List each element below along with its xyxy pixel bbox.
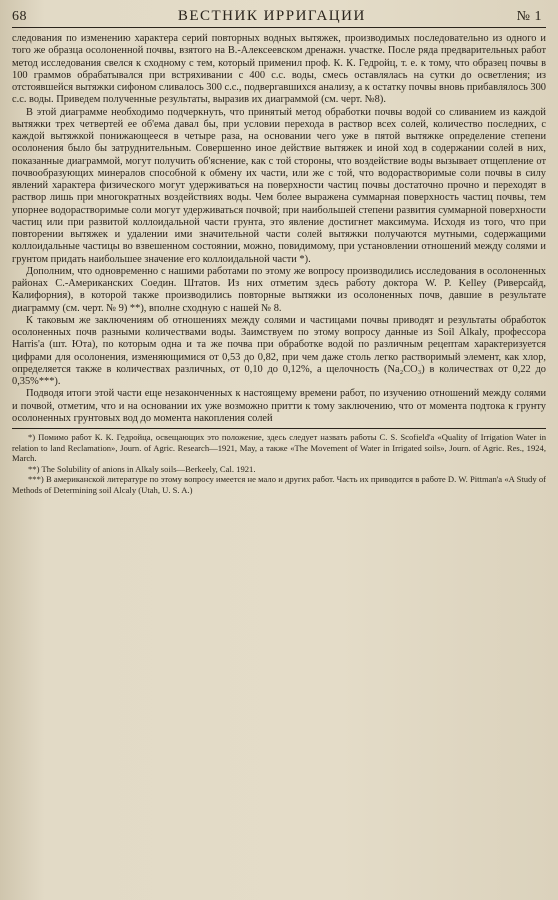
page-header [12,8,546,27]
journal-title: ВЕСТНИК ИРРИГАЦИИ [177,8,366,24]
paragraph-5: Подводя итоги этой части еще незаконченных к настоящему времени работ, по изучению отношений между солями и почвой, отметим, что и на основании их уже возможно притти к тому заключению, что от момента подтока к грунту осолоненных грунтовых вод до момента накопления солей [12,388,546,424]
body-text [12,33,546,425]
paragraph-2: В этой диаграмме необходимо подчеркнуть, что принятый метод обработки почвы водой со сливанием из каждой вытяжки трех четвертей ее об'ема давал бы, при условии перехода в раствор всех солей, количество последних, с каждой вытяжкой понижающееся в четыре раза, на основании чего уже в пятой вытяжке определение степени осолонения было бы затруднительным. Совершенно иное действие вытяжек и иной ход в содержании солей в них, показанные диаграммой, могут получить об'яснение, как с той стороны, что воздействие воды вызывает отщепление от почвообразующих минералов способной к обмену их части, или же с той, что водорастворимые соли почвы в силу явлений характера физического могут удерживаться на поверхности частиц почвы достаточно прочно и переходят в раствор лишь при многократных воздействиях воды. Чем более выражена суммарная поверхность частиц почвы, тем упорнее водорастворимые соли могут удерживаться почвой; при наибольшей степени развития суммарной поверхности частиц или при развитой коллоидальной части грунта, это явление достигнет максимума. Исходя из того, что при повторении вытяжек и удалении ими значительной части солей вытяжки получаются мутными, содержащими коллоидальные частицы во взвешенном состоянии, можно, повидимому, при установлении отношений между солями и грунтом придать наибольшее значение его коллоидальной части *). [12,106,546,265]
footnotes [12,432,546,496]
footnote-1: *) Помимо работ К. К. Гедройца, освещающих это положение, здесь следует назвать работы C. S. Scofield'a «Quality of Irrigation Water in relation to land Reclamation», Journ. of Agric. Research—1921, May, а также «The Movement of Water in Irrigated soils», Journ. of Agric. Res., 1924, March. [12,432,546,464]
paragraph-4: К таковым же заключениям об отношениях между солями и частицами почвы приводят и результаты обработок осолоненных почв разными количествами воды. Заимствуем по этому вопросу данные из Soil Alkaly, профессора Harris'a (шт. Юта), по которым одна и та же почва при обработке водой по различным рецептам характеризуется цифрами для осолонения, изменяющимися от 0,53 до 0,82, при чем даже столь легко растворимый элемент, как хлор, определяется также в количествах различных, от 0,10 до 0,12%, а щелочность (Na₂CO₃) в количествах от 0,22 до 0,35%***). [12,314,546,387]
paragraph-1: следования по изменению характера серий повторных водных вытяжек, производимых последовательно из одного и того же образца осолоненной почвы, взятого на В.-Алексеевском дренажн. участке. После ряда предварительных работ метод исследования свелся к сходному с тем, который применил проф. К. К. Гедройц, т. е. к тому, что образец почвы в 100 граммов обрабатывался при встряхивании с 400 с.с. воды, смесь оставлялась на сутки до осветления; из отстоявшейся вытяжки сифоном сливалось 300 с.с., подвергавшихся анализу, а к остатку почвы вновь прибавлялось 300 с.с. воды. Приведем полученные результаты, выразив их диаграммой (см. черт. №8). [12,33,546,106]
issue-number: № 1 [516,9,542,24]
page-number: 68 [12,9,27,24]
footnote-3: ***) В американской литературе по этому вопросу имеется не мало и других работ. Часть их приводится в работе D. W. Pittman'a «A Study of Methods of Determining soil Alcaly (Utah, U. S. A.) [12,474,546,495]
paragraph-3: Дополним, что одновременно с нашими работами по этому же вопросу производились исследования в осолоненных районах С.-Американских Соедин. Штатов. Из них отметим здесь работу доктора W. P. Kelley (Риверсайд, Калифорния), в которой также производились повторные вытяжки из осолоненных почв, давшие в результате диаграмму (см. черт. № 9) **), вполне сходную с нашей № 8. [12,265,546,314]
footnote-rule [12,428,546,429]
footnote-2: **) The Solubility of anions in Alkaly soils—Berkeely, Cal. 1921. [28,463,256,474]
header-rule [12,27,546,28]
